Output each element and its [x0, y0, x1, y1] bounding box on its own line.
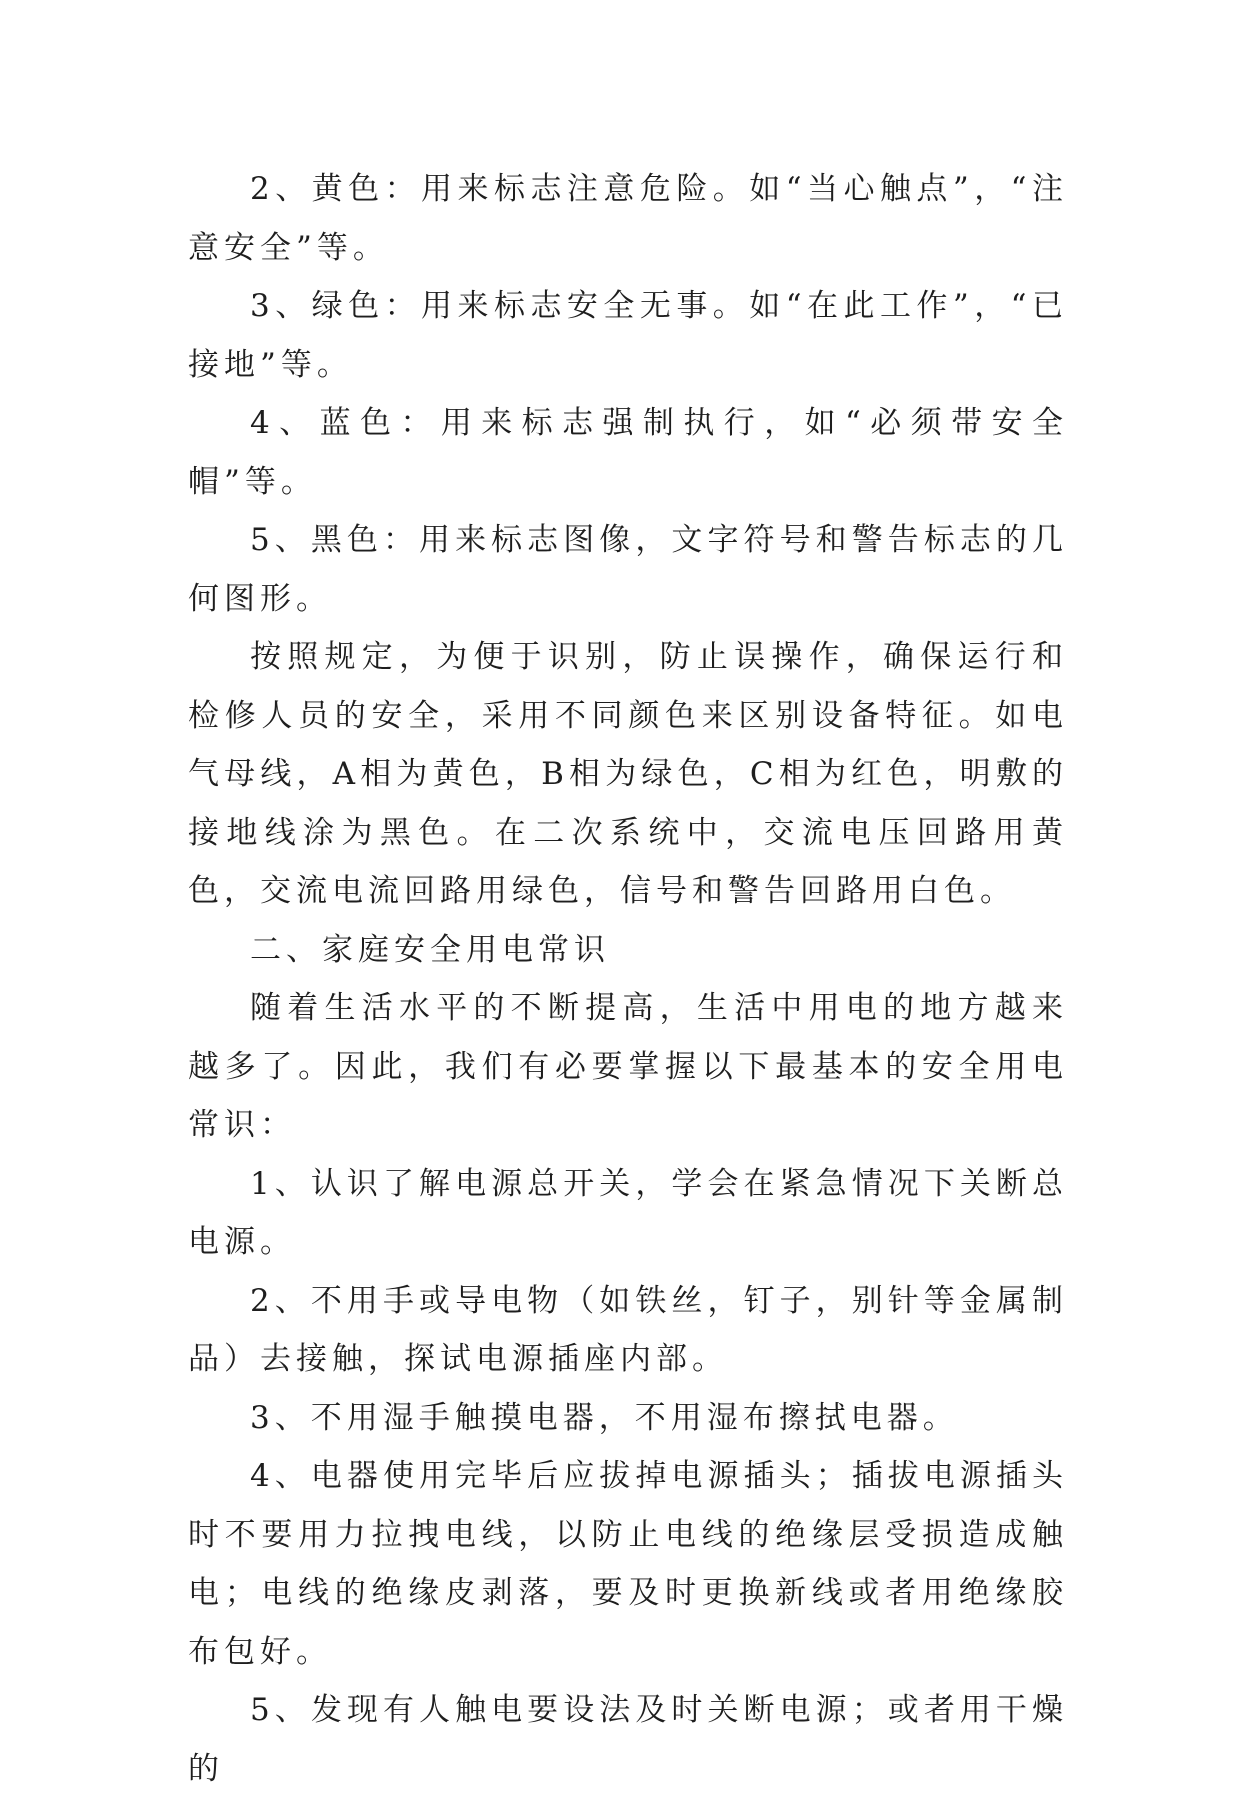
paragraph-blue-color: 4、蓝色：用来标志强制执行，如“必须带安全帽”等。: [188, 405, 1068, 500]
paragraph-tip-2: 2、不用手或导电物（如铁丝，钉子，别针等金属制品）去接触，探试电源插座内部。: [188, 1282, 1068, 1377]
paragraph-tip-1: 1、认识了解电源总开关，学会在紧急情况下关断总电源。: [188, 1165, 1068, 1260]
paragraph-tip-5: 5、发现有人触电要设法及时关断电源；或者用干燥的: [188, 1692, 1068, 1787]
document-body: [188, 160, 1068, 1798]
paragraph-equipment-colors: 按照规定，为便于识别，防止误操作，确保运行和检修人员的安全，采用不同颜色来区别设备特征。如电气母线，A相为黄色，B相为绿色，C相为红色，明敷的接地线涂为黑色。在二次系统中，交流电压回路用黄色，交流电流回路用绿色，信号和警告回路用白色。: [188, 639, 1068, 909]
paragraph-green-color: 3、绿色：用来标志安全无事。如“在此工作”，“已接地”等。: [188, 288, 1068, 383]
paragraph-tip-4: 4、电器使用完毕后应拔掉电源插头；插拔电源插头时不要用力拉拽电线，以防止电线的绝缘层受损造成触电；电线的绝缘皮剥落，要及时更换新线或者用绝缘胶布包好。: [188, 1458, 1068, 1670]
paragraph-yellow-color: 2、黄色：用来标志注意危险。如“当心触点”，“注意安全”等。: [188, 171, 1068, 266]
paragraph-black-color: 5、黑色：用来标志图像，文字符号和警告标志的几何图形。: [188, 522, 1068, 617]
section-heading-home-electrical-safety: 二、家庭安全用电常识: [250, 931, 610, 968]
paragraph-tip-3: 3、不用湿手触摸电器，不用湿布擦拭电器。: [250, 1399, 959, 1436]
paragraph-intro: 随着生活水平的不断提高，生活中用电的地方越来越多了。因此，我们有必要掌握以下最基本的安全用电常识：: [188, 990, 1068, 1143]
